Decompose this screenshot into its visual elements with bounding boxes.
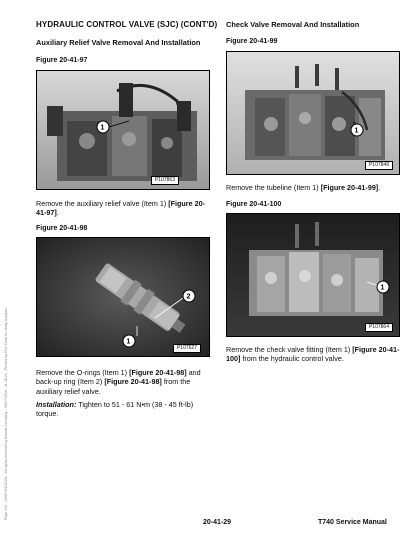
installation-torque-note: Installation: Tighten to 51 - 61 N•m (38 - 45 ft-lb) torque. [36,400,194,419]
svg-text:1: 1 [100,124,105,132]
svg-text:1: 1 [380,284,385,292]
figure-99-caption: Figure 20-41-99 [226,38,278,45]
step-remove-relief-valve: Remove the auxiliary relief valve (Item 1) [Figure 20-41-97]. [36,199,205,218]
page-number: 20-41-29 [203,519,232,526]
figure-98-photo-number: P107627 [173,344,201,353]
figure-100-photo-number: P107864 [365,323,393,332]
svg-text:1: 1 [126,338,131,346]
check-valve-subtitle: Check Valve Removal And Installation [226,20,360,29]
side-print-note: Page 213 - 2008 03161201 - All rights reserved by Bobcat Company - 06/17/2010 - 11:38:23 - Printed by Ron Cook for study analysis [4,308,8,520]
figure-100-callout-1 [377,281,389,293]
figure-100-photo [226,213,400,337]
step-remove-check-valve: Remove the check valve fitting (Item 1) [Figure 20-41-100] from the hydraulic control valve. [226,345,400,364]
figure-97-photo-number: P107863 [151,176,179,185]
manual-title: T740 Service Manual [318,519,387,526]
figure-99-photo-number: P107848 [365,161,393,170]
figure-98-callout-1 [123,335,135,347]
figure-97-photo [36,70,210,190]
figure-100-caption: Figure 20-41-100 [226,201,282,208]
section-title: HYDRAULIC CONTROL VALVE (SJC) (CONT'D) [36,20,218,29]
figure-98-callout-2 [183,290,195,302]
aux-relief-subtitle: Auxiliary Relief Valve Removal And Installation [36,38,201,47]
step-remove-tubeline: Remove the tubeline (Item 1) [Figure 20-41-99]. [226,183,381,192]
figure-97-caption: Figure 20-41-97 [36,57,88,64]
figure-99-callout-1 [351,124,363,136]
figure-97-callout-1 [97,121,109,133]
figure-98-caption: Figure 20-41-98 [36,225,88,232]
svg-text:1: 1 [354,127,359,135]
step-remove-orings: Remove the O-rings (Item 1) [Figure 20-41-98] and back-up ring (Item 2) [Figure 20-41-98] from the auxiliary relief valve. [36,368,201,396]
svg-text:2: 2 [186,293,191,301]
figure-98-photo [36,237,210,357]
figure-99-photo [226,51,400,175]
